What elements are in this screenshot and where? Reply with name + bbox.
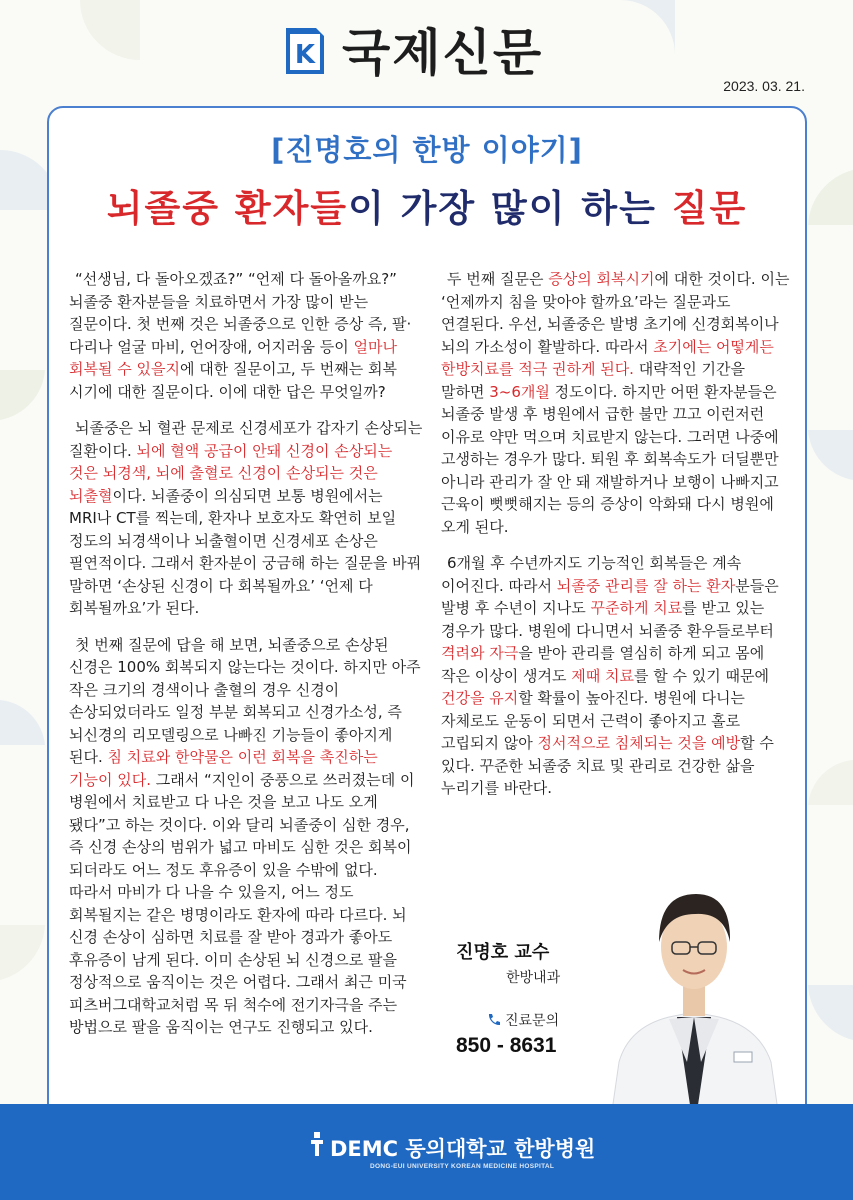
paragraph-text: 그래서 “지인이 중풍으로 쓰러졌는데 이 병원에서 치료받고 다 나은 것을 보고 나도 오게 됐다”고 하는 것이다. 이와 달리 뇌졸중이 심한 경우, 즉 신경 손상의 범위가 넓고 마비도 심한 것은 회복이 되더라도 어느 정도 후유증이 있을 수밖에 없다. 따라서 마비가 다 나을 수 있을지, 어느 정도 회복될지는 같은 병명이라도 환자에 따라 다르다. 뇌 신경 손상이 심하면 치료를 잘 받아 경과가 좋아도 후유증이 남게 된다. 이미 손상된 뇌 신경으로 팔을 정상적으로 움직이는 것은 어렵다. 그래서 최근 미국 피츠버그대학교처럼 목 뒤 척수에 전기자극을 주는 방법으로 팔을 움직이는 연구도 진행되고 있다.	[69, 770, 415, 1036]
paragraph-text: 분들은 발병 후 수년이 지나도	[441, 576, 779, 617]
highlighted-text: 초기에는 어떻게든 한방치료를 적극 권하게 된다.	[441, 337, 774, 378]
paragraph-text: 에 대한 것이다. 이는 ‘언제까지 침을 맞아야 할까요’라는 질문과도 연결된다. 우선, 뇌졸중은 발병 초기에 신경회복이나 뇌의 가소성이 활발하다. 따라서	[441, 270, 790, 356]
article-paragraph	[441, 552, 791, 800]
author-name: 진명호 교수	[456, 942, 550, 963]
hospital-footer	[0, 1104, 853, 1200]
phone-icon	[486, 1012, 502, 1028]
highlighted-text: 꾸준하게 치료	[590, 599, 683, 617]
hospital-name: DEMC 동의대학교 한방병원	[330, 1137, 596, 1161]
paragraph-text: 두 번째 질문은	[447, 270, 549, 288]
highlighted-text: 정서적으로 침체되는 것을 예방	[537, 734, 741, 752]
paragraph-text: 6개월 후 수년까지도 기능적인 회복들은 계속 이어진다. 따라서	[441, 554, 742, 595]
paragraph-text: 정도이다. 하지만 어떤 환자분들은 뇌졸중 발생 후 병원에서 급한 불만 끄고 이런저런 이유로 약만 먹으며 치료받지 않는다. 그러면 나중에 고생하는 경우가 많다. 퇴원 후 회복속도가 더딜뿐만 아니라 관리가 잘 안 돼 재발하거나 보행이 나빠지고 근육이 뻣뻣해지는 등의 증상이 악화돼 다시 병원에 오게 된다.	[441, 382, 779, 536]
article-paragraph	[69, 268, 425, 403]
hospital-name-en: DONG-EUI UNIVERSITY KOREAN MEDICINE HOSPITAL	[370, 1163, 555, 1170]
left-column	[69, 268, 425, 1053]
paragraph-text: 할 수 있다. 꾸준한 뇌졸중 치료 및 관리로 건강한 삶을 누리기를 바란다.	[441, 734, 774, 797]
headline-dark-part: 이 가장 많이 하는	[348, 187, 672, 230]
article-paragraph	[441, 268, 791, 538]
headline-red-end: 질문	[671, 187, 748, 230]
logo-letter: K	[294, 40, 316, 70]
highlighted-text: 뇌에 혈액 공급이 안돼 신경이 손상되는 것은 뇌경색, 뇌에 출혈로 신경이 손상되는 것은 뇌출혈	[69, 441, 393, 505]
paragraph-text: 대략적인 기간을 말하면	[441, 360, 745, 401]
paper-name: 국제신문	[342, 24, 544, 82]
headline-red-part: 뇌졸중 환자들	[106, 187, 349, 230]
right-column	[441, 268, 791, 814]
contact-row	[486, 1010, 559, 1030]
paragraph-text: “선생님, 다 돌아오겠죠?” “언제 다 돌아올까요?” 뇌졸중 환자분들을 치료하면서 가장 많이 받는 질문이다. 첫 번째 것은 뇌졸중으로 인한 증상 즉, 팔·다리나 얼굴 마비, 언어장애, 어지러움 등이	[69, 270, 412, 356]
paragraph-text: 를 할 수 있기 때문에	[633, 666, 769, 685]
article-card	[47, 106, 807, 1136]
paragraph-text: 을 받아 관리를 열심히 하게 되고 몸에 작은 이상이 생겨도	[441, 644, 765, 685]
contact-label: 진료문의	[505, 1013, 560, 1029]
paragraph-text: 이다. 뇌졸중이 의심되면 보통 병원에서는 MRI나 CT를 찍는데, 환자나 보호자도 확연히 보일 정도의 뇌경색이나 뇌출혈이면 신경세포 손상은 필연적이다. 그래서 환자분이 궁금해 하는 질문을 바꿔 말하면 ‘손상된 신경이 다 회복될까요’ ‘언제 다 회복될까요’가 된다.	[69, 486, 422, 617]
highlighted-text: 얼마나 회복될 수 있을지	[69, 337, 397, 378]
paragraph-text: 첫 번째 질문에 답을 해 보면, 뇌졸중으로 손상된 신경은 100% 회복되지 않는다는 것이다. 하지만 아주 작은 크기의 경색이나 출혈의 경우 신경이 손상되었더라도 일정 부분 회복되고 신경가소성, 즉 뇌신경의 리모델링으로 나빠진 기능들이 좋아지게 된다.	[69, 635, 421, 766]
publish-date: 2023. 03. 21.	[723, 78, 805, 94]
highlighted-text: 격려와 자극	[441, 644, 519, 662]
author-block	[444, 830, 789, 1132]
highlighted-text: 3~6개월	[489, 382, 550, 401]
highlighted-text: 증상의 회복시기	[548, 270, 655, 288]
doctor-photo	[599, 832, 789, 1132]
article-paragraph	[69, 634, 425, 1039]
article-paragraph	[69, 417, 425, 620]
paragraph-text: 를 받고 있는 경우가 많다. 병원에 다니면서 뇌졸중 환우들로부터	[441, 599, 774, 640]
author-department: 한방내과	[506, 970, 561, 986]
highlighted-text: 건강을 유지	[441, 689, 519, 707]
headline	[49, 178, 805, 232]
masthead	[0, 18, 853, 98]
hospital-logo-icon	[306, 1130, 328, 1160]
highlighted-text: 뇌졸중 관리를 잘 하는 환자	[556, 576, 736, 595]
paragraph-text: 에 대한 질문이고, 두 번째는 회복 시기에 대한 질문이다. 이에 대한 답은 무엇일까?	[69, 360, 397, 401]
phone-number: 850 - 8631	[456, 1034, 557, 1057]
kookje-logo-icon	[282, 24, 328, 78]
highlighted-text: 침 치료와 한약물은 이런 회복을 촉진하는 기능이 있다.	[69, 748, 378, 789]
series-title: [진명호의 한방 이야기]	[271, 133, 583, 167]
paragraph-text: 할 확률이 높아진다. 병원에 다니는 자체로도 운동이 되면서 근력이 좋아지고 홀로 고립되지 않아	[441, 689, 745, 752]
paragraph-text: 뇌졸중은 뇌 혈관 문제로 신경세포가 갑자기 손상되는 질환이다.	[69, 419, 423, 460]
highlighted-text: 제때 치료	[571, 666, 634, 685]
